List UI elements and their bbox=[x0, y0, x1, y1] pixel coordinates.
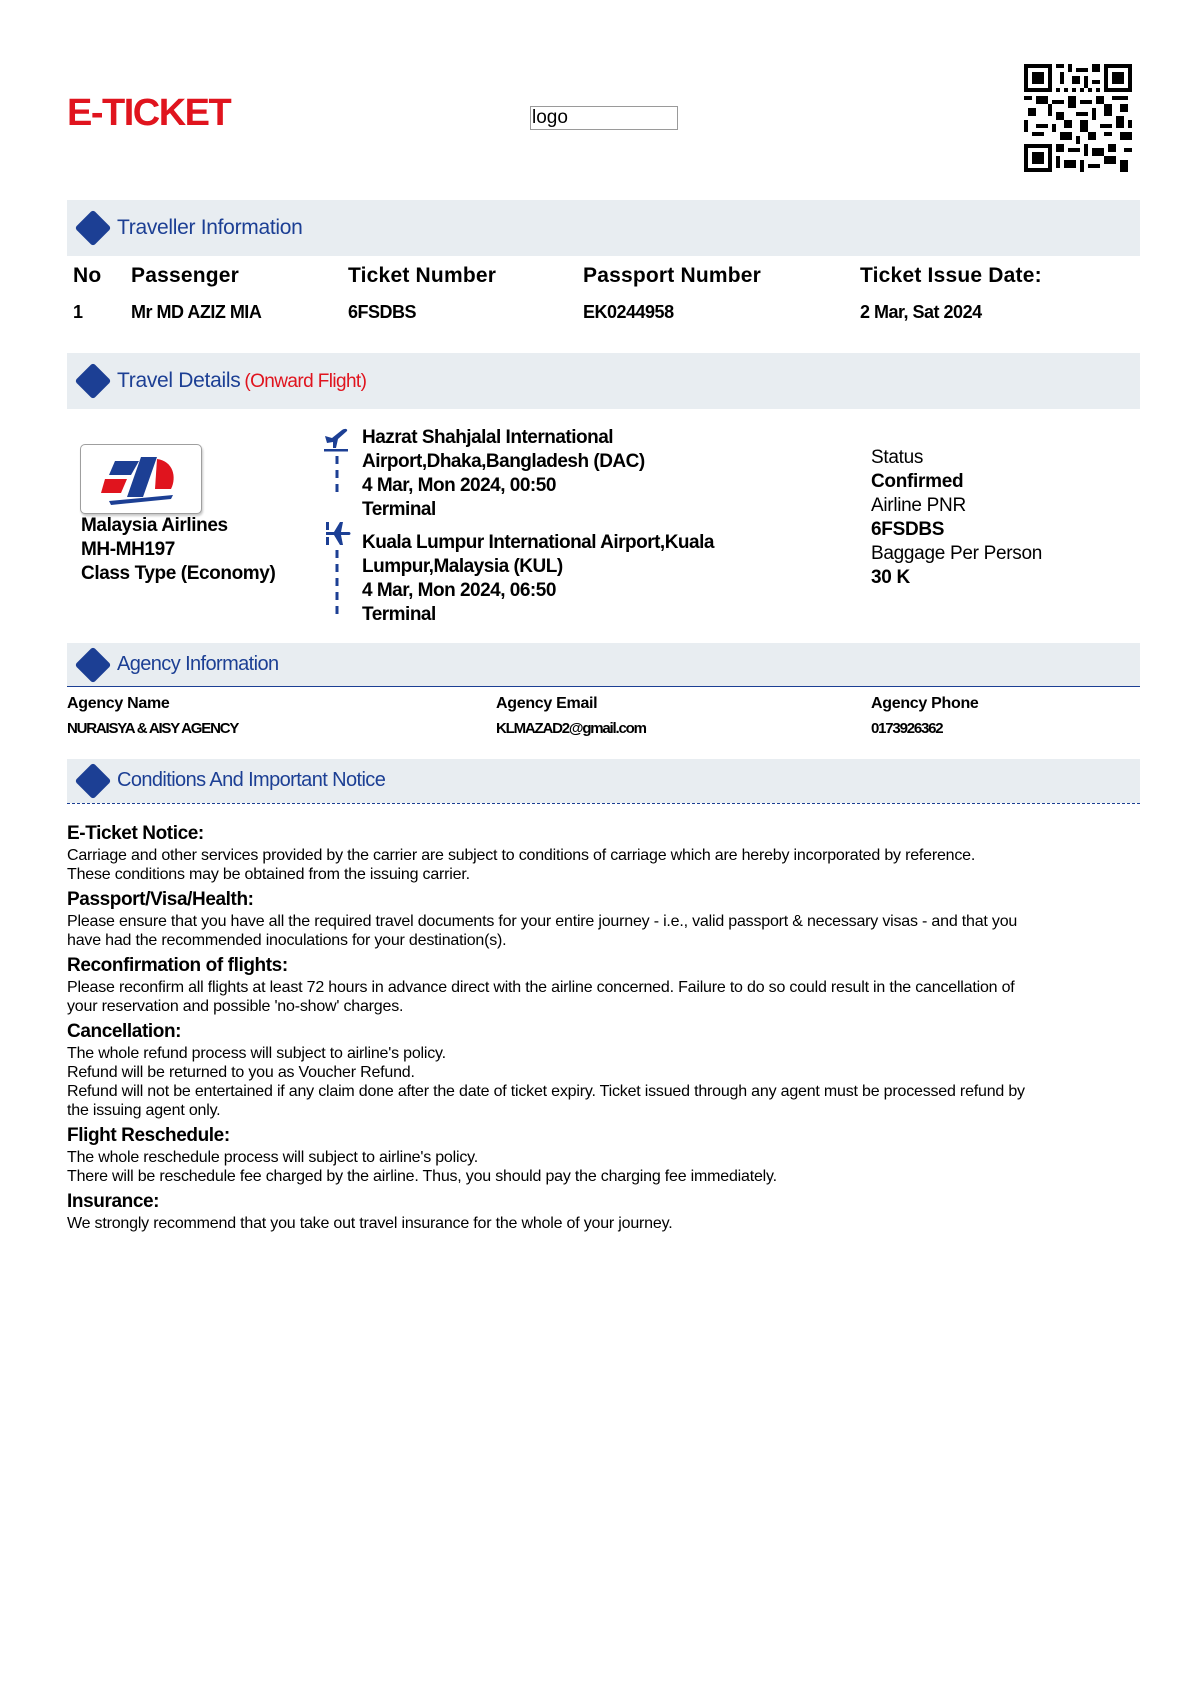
departure-datetime: 4 Mar, Mon 2024, 00:50 bbox=[362, 475, 556, 496]
eticket-title: E-TICKET bbox=[67, 92, 231, 134]
airline-logo bbox=[80, 444, 202, 514]
col-header-no: No bbox=[73, 264, 102, 287]
status-value: Confirmed bbox=[871, 471, 964, 492]
notice-line: We strongly recommend that you take out travel insurance for the whole of your journey. bbox=[67, 1215, 673, 1232]
arrival-datetime: 4 Mar, Mon 2024, 06:50 bbox=[362, 580, 556, 601]
agency-section-title: Agency Information bbox=[117, 653, 279, 675]
departure-leg bbox=[362, 426, 645, 522]
agency-name-label: Agency Name bbox=[67, 695, 170, 712]
notice-body bbox=[67, 846, 1142, 884]
section-diamond-icon bbox=[75, 763, 112, 800]
notice-title: Passport/Visa/Health: bbox=[67, 889, 254, 910]
departure-airport-line1: Hazrat Shahjalal International bbox=[362, 427, 614, 448]
baggage-label: Baggage Per Person bbox=[871, 543, 1042, 564]
notice-line: Refund will not be entertained if any claim done after the date of ticket expiry. Ticket issued through any agent must be processed refund by bbox=[67, 1083, 1025, 1100]
col-header-ticket-number: Ticket Number bbox=[348, 264, 497, 287]
notice-body bbox=[67, 912, 1142, 950]
class-type: Class Type (Economy) bbox=[81, 563, 276, 584]
ticket-number: 6FSDBS bbox=[348, 302, 417, 322]
passenger-no: 1 bbox=[73, 302, 83, 322]
conditions-section-title: Conditions And Important Notice bbox=[117, 769, 386, 791]
departure-terminal: Terminal bbox=[362, 499, 436, 520]
departure-airport-line2: Airport,Dhaka,Bangladesh (DAC) bbox=[362, 451, 645, 472]
notice-body bbox=[67, 1148, 1142, 1186]
section-diamond-icon bbox=[75, 363, 112, 400]
passport-number: EK0244958 bbox=[583, 302, 674, 322]
notice-line: Refund will be returned to you as Voucher Refund. bbox=[67, 1064, 415, 1081]
col-header-passport-number: Passport Number bbox=[583, 264, 762, 287]
notice-line: There will be reschedule fee charged by the airline. Thus, you should pay the charging fee immediately. bbox=[67, 1168, 777, 1185]
malaysia-airlines-logo-icon bbox=[81, 445, 201, 513]
notice-title: Cancellation: bbox=[67, 1021, 182, 1042]
pnr-value: 6FSDBS bbox=[871, 519, 945, 540]
section-diamond-icon bbox=[75, 210, 112, 247]
notice-title: Reconfirmation of flights: bbox=[67, 955, 288, 976]
flight-direction: (Onward Flight) bbox=[244, 371, 367, 392]
notice-title: Insurance: bbox=[67, 1191, 160, 1212]
pnr-label: Airline PNR bbox=[871, 495, 966, 516]
notice-line: Carriage and other services provided by the carrier are subject to conditions of carriage which are hereby incorporated by reference. bbox=[67, 847, 976, 864]
takeoff-icon bbox=[324, 429, 348, 452]
arrival-leg bbox=[362, 531, 714, 627]
notice-passport-visa bbox=[67, 888, 1142, 950]
col-header-passenger: Passenger bbox=[131, 264, 240, 287]
airline-name: Malaysia Airlines bbox=[81, 515, 228, 536]
route-line bbox=[320, 424, 354, 614]
baggage-value: 30 K bbox=[871, 567, 910, 588]
notice-body bbox=[67, 1214, 1142, 1233]
dashed-divider bbox=[67, 803, 1140, 804]
conditions-section-header bbox=[67, 759, 1140, 803]
landing-icon bbox=[326, 522, 351, 545]
traveller-section-header bbox=[67, 200, 1140, 256]
travel-section-header bbox=[67, 353, 1140, 409]
agency-phone-value: 0173926362 bbox=[871, 720, 943, 737]
flight-number: MH-MH197 bbox=[81, 539, 175, 560]
agency-email-label: Agency Email bbox=[496, 695, 598, 712]
notice-title: Flight Reschedule: bbox=[67, 1125, 230, 1146]
col-header-issue-date: Ticket Issue Date: bbox=[860, 264, 1042, 287]
traveller-section-title: Traveller Information bbox=[117, 216, 303, 239]
agency-section-header bbox=[67, 643, 1140, 687]
notice-line: Please reconfirm all flights at least 72 hours in advance direct with the airline concerned. Failure to do so could result in the cancellation of bbox=[67, 979, 1015, 996]
notice-eticket bbox=[67, 822, 1142, 884]
travel-title-text: Travel Details bbox=[117, 369, 241, 392]
notice-reschedule bbox=[67, 1124, 1142, 1186]
issue-date: 2 Mar, Sat 2024 bbox=[860, 302, 982, 322]
notice-line: The whole reschedule process will subject to airline's policy. bbox=[67, 1149, 478, 1166]
arrival-airport-line1: Kuala Lumpur International Airport,Kuala bbox=[362, 532, 714, 553]
airline-info bbox=[81, 514, 275, 586]
conditions-list bbox=[67, 822, 1142, 1237]
notice-line: the issuing agent only. bbox=[67, 1102, 221, 1119]
arrival-terminal: Terminal bbox=[362, 604, 436, 625]
passenger-name: Mr MD AZIZ MIA bbox=[131, 302, 262, 322]
status-label: Status bbox=[871, 447, 924, 468]
booking-status bbox=[871, 446, 1042, 590]
agency-email-value: KLMAZAD2@gmail.com bbox=[496, 720, 646, 737]
notice-body bbox=[67, 1044, 1142, 1120]
notice-line: Please ensure that you have all the required travel documents for your entire journey - i.e., valid passport & necessary visas - and that you bbox=[67, 913, 1018, 930]
section-diamond-icon bbox=[75, 647, 112, 684]
notice-cancellation bbox=[67, 1020, 1142, 1120]
arrival-airport-line2: Lumpur,Malaysia (KUL) bbox=[362, 556, 563, 577]
notice-line: your reservation and possible 'no-show' charges. bbox=[67, 998, 404, 1015]
agency-phone-label: Agency Phone bbox=[871, 695, 979, 712]
notice-line: The whole refund process will subject to airline's policy. bbox=[67, 1045, 446, 1062]
notice-reconfirmation bbox=[67, 954, 1142, 1016]
qr-code-icon bbox=[1024, 64, 1132, 172]
notice-insurance bbox=[67, 1190, 1142, 1233]
notice-title: E-Ticket Notice: bbox=[67, 823, 204, 844]
agency-name-value: NURAISYA & AISY AGENCY bbox=[67, 720, 239, 737]
notice-body bbox=[67, 978, 1142, 1016]
travel-section-title bbox=[117, 369, 366, 393]
notice-line: These conditions may be obtained from the issuing carrier. bbox=[67, 866, 470, 883]
logo-placeholder: logo bbox=[530, 106, 678, 130]
notice-line: have had the recommended inoculations for your destination(s). bbox=[67, 932, 507, 949]
